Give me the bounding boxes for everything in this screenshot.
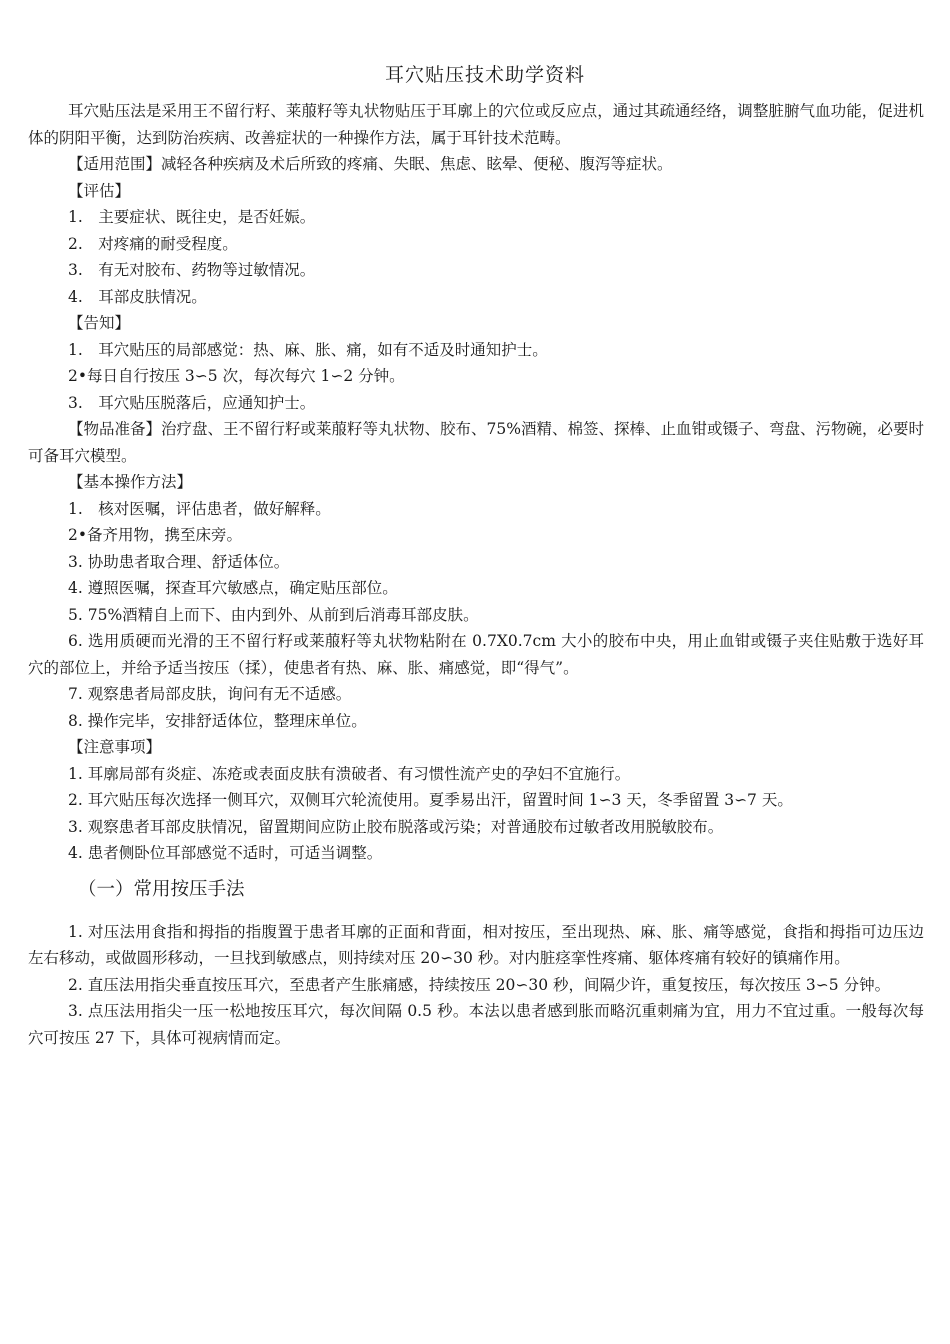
assess-heading: 【评估】	[68, 181, 131, 200]
notes-item: 3. 观察患者耳部皮肤情况，留置期间应防止胶布脱落或污染；对普通胶布过敏者改用脱敏胶布。	[68, 817, 724, 836]
press-heading: （一）常用按压手法	[78, 878, 245, 900]
method-item: 3. 协助患者取合理、舒适体位。	[68, 552, 290, 571]
inform-item: 1. 耳穴贴压的局部感觉：热、麻、胀、痛，如有不适及时通知护士。	[68, 340, 548, 359]
method-heading: 【基本操作方法】	[68, 473, 193, 491]
method-item: 7. 观察患者局部皮肤，询问有无不适感。	[68, 685, 352, 703]
assess-item: 4. 耳部皮肤情况。	[68, 287, 207, 306]
notes-heading: 【注意事项】	[68, 738, 162, 756]
method-item: 2•备齐用物，携至床旁。	[68, 526, 243, 544]
method-item: 8. 操作完毕，安排舒适体位，整理床单位。	[68, 711, 367, 730]
press-item: 1. 对压法用食指和拇指的指腹置于患者耳廓的正面和背面，相对按压，至出现热、麻、胀、痛等感觉，食指和拇指可边压边左右移动，或做圆形移动，一旦找到敏感点，则持续对压 20∽30 秒。对内脏痉挛性疼痛、躯体疼痛有较好的镇痛作用。	[28, 922, 924, 967]
method-item: 5. 75%酒精自上而下、由内到外、从前到后消毒耳部皮肤。	[68, 605, 479, 624]
assess-item: 3. 有无对胶布、药物等过敏情况。	[68, 261, 316, 279]
materials-paragraph: 【物品准备】治疗盘、王不留行籽或莱菔籽等丸状物、胶布、75%酒精、棉签、探棒、止血钳或镊子、弯盘、污物碗，必要时可备耳穴模型。	[28, 420, 924, 465]
intro-paragraph: 耳穴贴压法是采用王不留行籽、莱菔籽等丸状物贴压于耳廓上的穴位或反应点，通过其疏通经络，调整脏腑气血功能，促进机体的阴阳平衡，达到防治疾病、改善症状的一种操作方法，属于耳针技术范畴。	[28, 102, 924, 147]
method-item: 4. 遵照医嘱，探查耳穴敏感点，确定贴压部位。	[68, 579, 398, 597]
method-item: 1. 核对医嘱，评估患者，做好解释。	[68, 499, 331, 518]
notes-item: 1. 耳廓局部有炎症、冻疮或表面皮肤有溃破者、有习惯性流产史的孕妇不宜施行。	[68, 764, 631, 783]
assess-item: 1. 主要症状、既往史，是否妊娠。	[68, 208, 316, 226]
notes-item: 2. 耳穴贴压每次选择一侧耳穴，双侧耳穴轮流使用。夏季易出汗，留置时间 1∽3 天，冬季留置 3∽7 天。	[68, 791, 793, 809]
assess-item: 2. 对疼痛的耐受程度。	[68, 234, 238, 253]
inform-heading: 【告知】	[68, 314, 131, 332]
scope-paragraph: 【适用范围】减轻各种疾病及术后所致的疼痛、失眠、焦虑、眩晕、便秘、腹泻等症状。	[68, 155, 673, 173]
method-item: 6. 选用质硬而光滑的王不留行籽或莱菔籽等丸状物粘附在 0.7X0.7cm 大小的胶布中央，用止血钳或镊子夹住贴敷于选好耳穴的部位上，并给予适当按压（揉），使患者有热、麻、胀、痛感觉，即“得气”。	[28, 632, 924, 677]
inform-item: 2•每日自行按压 3∽5 次，每次每穴 1∽2 分钟。	[68, 367, 405, 385]
press-item: 2. 直压法用指尖垂直按压耳穴，至患者产生胀痛感，持续按压 20∽30 秒，间隔少许，重复按压，每次按压 3∽5 分钟。	[68, 975, 891, 994]
document-title: 耳穴贴压技术助学资料	[384, 64, 585, 86]
notes-item: 4. 患者侧卧位耳部感觉不适时，可适当调整。	[68, 844, 383, 862]
inform-item: 3. 耳穴贴压脱落后，应通知护士。	[68, 393, 316, 412]
press-item: 3. 点压法用指尖一压一松地按压耳穴，每次间隔 0.5 秒。本法以患者感到胀而略沉重刺痛为宜，用力不宜过重。一般每次每穴可按压 27 下，具体可视病情而定。	[28, 1002, 924, 1047]
